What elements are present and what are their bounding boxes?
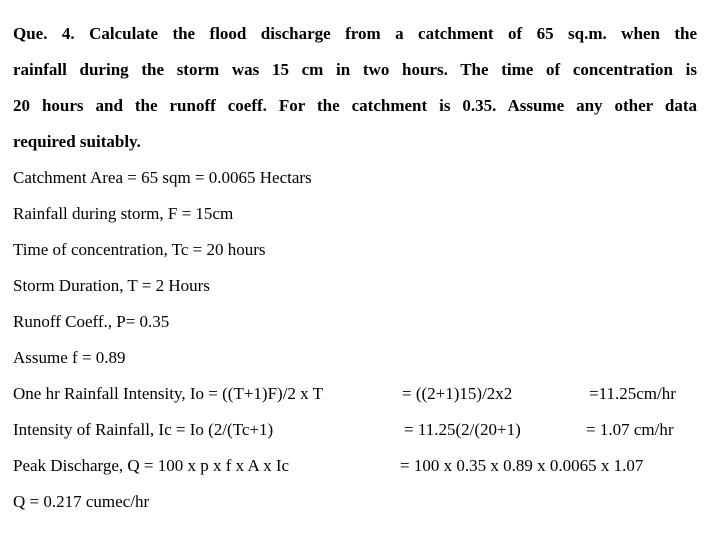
- calc-peak-discharge-substitution: = 100 x 0.35 x 0.89 x 0.0065 x 1.07: [400, 456, 644, 475]
- calc-intensity-rainfall-result: = 1.07 cm/hr: [586, 420, 674, 439]
- calc-intensity-one-hr-result: =11.25cm/hr: [589, 384, 676, 403]
- given-storm-duration: Storm Duration, T = 2 Hours: [13, 276, 210, 295]
- question-line-1: Que. 4. Calculate the flood discharge from a catchment of 65 sq.m. when the: [13, 24, 697, 43]
- answer-line: Q = 0.217 cumec/hr: [13, 492, 150, 511]
- question-line-3: 20 hours and the runoff coeff. For the catchment is 0.35. Assume any other data: [13, 96, 697, 115]
- given-rainfall: Rainfall during storm, F = 15cm: [13, 204, 234, 223]
- question-line-2: rainfall during the storm was 15 cm in two hours. The time of concentration is: [13, 60, 697, 79]
- given-assumption-f: Assume f = 0.89: [13, 348, 126, 367]
- given-time-of-concentration: Time of concentration, Tc = 20 hours: [13, 240, 266, 259]
- calc-intensity-one-hr-substitution: = ((2+1)15)/2x2: [402, 384, 513, 403]
- calc-peak-discharge-label: Peak Discharge, Q = 100 x p x f x A x Ic: [13, 456, 290, 475]
- calc-intensity-rainfall-label: Intensity of Rainfall, Ic = Io (2/(Tc+1): [13, 420, 274, 439]
- given-catchment-area: Catchment Area = 65 sqm = 0.0065 Hectars: [13, 168, 312, 187]
- calc-intensity-rainfall-substitution: = 11.25(2/(20+1): [404, 420, 521, 439]
- calc-intensity-one-hr-label: One hr Rainfall Intensity, Io = ((T+1)F)/2 x T: [13, 384, 324, 403]
- given-runoff-coefficient: Runoff Coeff., P= 0.35: [13, 312, 170, 331]
- question-line-4: required suitably.: [13, 132, 141, 151]
